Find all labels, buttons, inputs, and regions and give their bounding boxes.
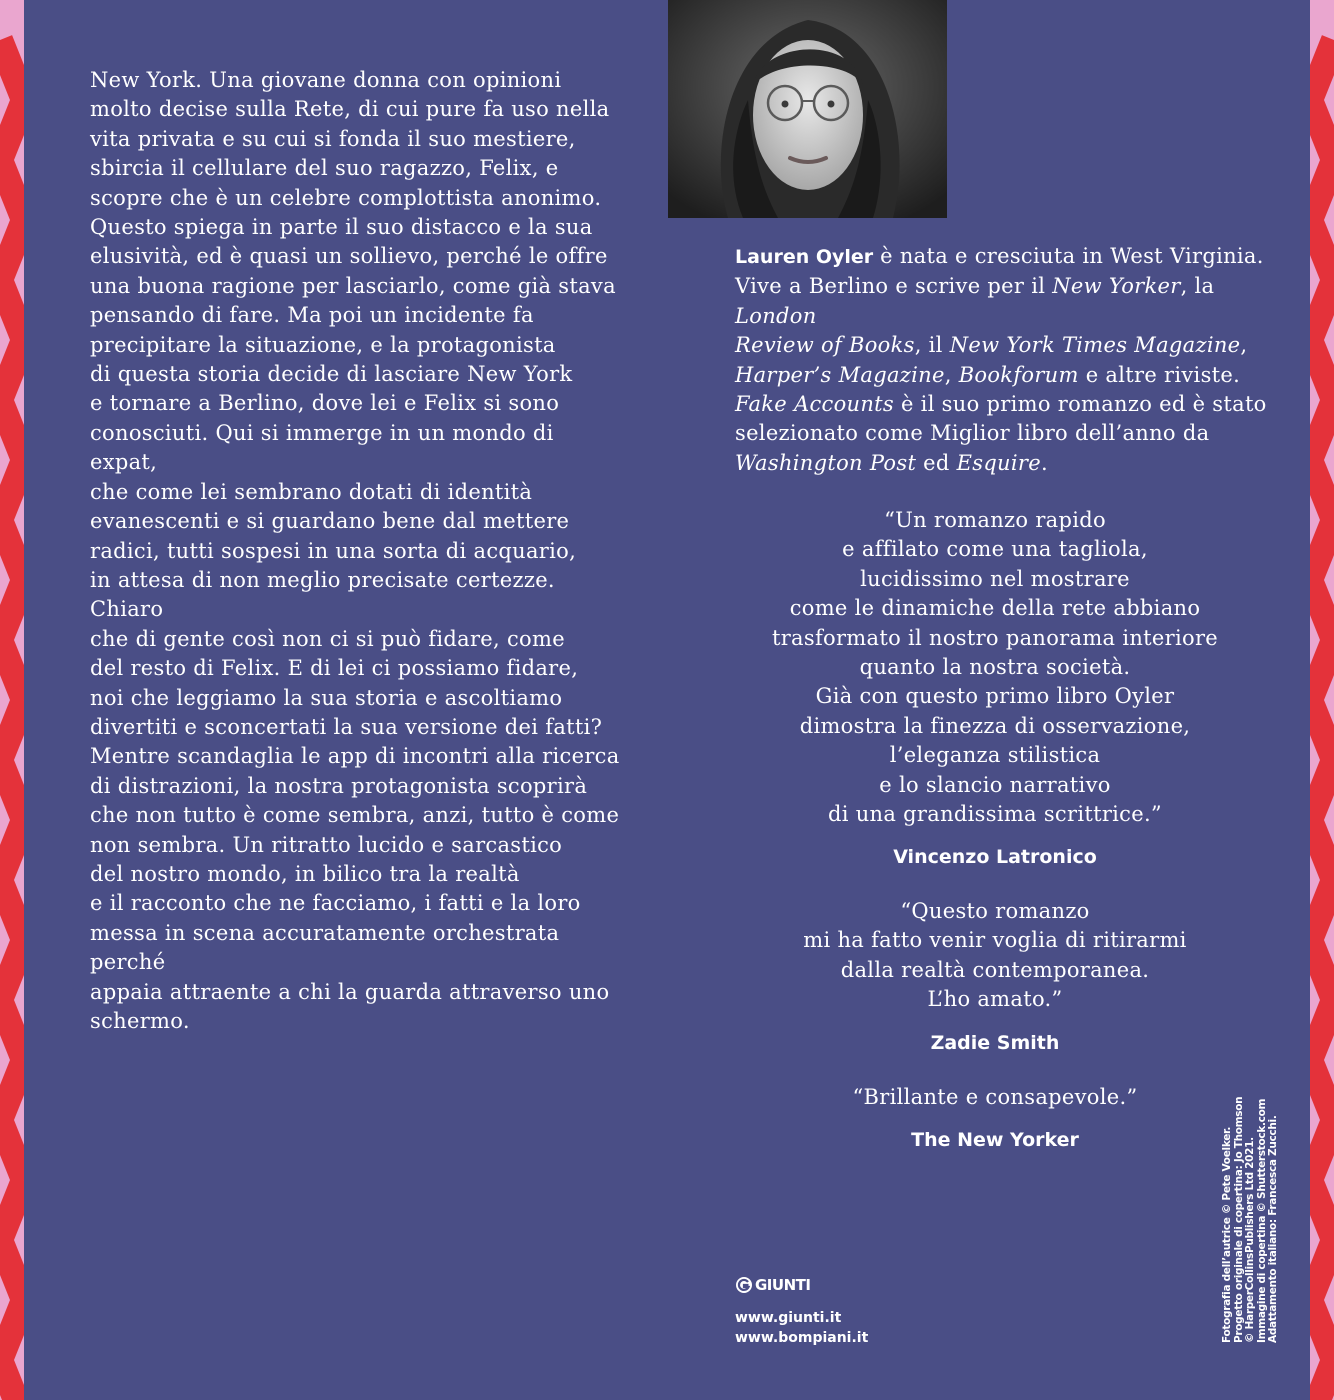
credit-line: Adattamento italiano: Francesca Zucchi. [1267, 1115, 1279, 1343]
bio-text: . [1040, 450, 1048, 475]
synopsis-line: non sembra. Un ritratto lucido e sarcastico [90, 832, 563, 857]
publication-title: Review of Books [735, 333, 915, 358]
review-quote [740, 897, 1250, 1058]
credit-line: Fotografia dell’autrice © Pete Voelker. [1221, 1126, 1233, 1343]
synopsis-line: divertiti e sconcertati la sua versione dei fatti? [90, 714, 603, 739]
synopsis-line: di questa storia decide di lasciare New York [90, 362, 573, 387]
synopsis-line: che non tutto è come sembra, anzi, tutto è come [90, 803, 620, 828]
bio-line [735, 272, 1275, 331]
right-decorative-border [1310, 0, 1334, 1400]
bio-text: è nata e cresciuta in West Virginia. [873, 244, 1264, 268]
publisher-logo [735, 1276, 868, 1294]
synopsis-line: elusività, ed è quasi un sollievo, perché le offre [90, 244, 608, 269]
quote-line: trasformato il nostro panorama interiore [771, 625, 1219, 650]
quote-line: di una grandissima scrittrice.” [828, 802, 1162, 827]
publication-title: Esquire [956, 450, 1041, 475]
quote-line: “Brillante e consapevole.” [852, 1085, 1138, 1109]
quote-line: “Un romanzo rapido [884, 508, 1106, 532]
review-quote [740, 1083, 1250, 1156]
bio-line [735, 331, 1275, 360]
quote-line: dimostra la finezza di osservazione, [799, 713, 1191, 738]
left-decorative-border [0, 0, 24, 1400]
author-name: Lauren Oyler [735, 246, 874, 268]
quote-line: e lo slancio narrativo [879, 772, 1111, 797]
synopsis-line: che come lei sembrano dotati di identità [90, 479, 533, 504]
publication-title: Washington Post [735, 450, 917, 475]
quote-line: e affilato come una tagliola, [842, 537, 1148, 562]
bio-text: selezionato come Miglior libro dell’anno da [735, 421, 1210, 446]
synopsis-line: precipitare la situazione, e la protagonista [90, 332, 556, 357]
quote-line: come le dinamiche della rete abbiano [789, 596, 1201, 621]
quote-line: lucidissimo nel mostrare [860, 566, 1130, 591]
synopsis-line: in attesa di non meglio precisate certezze. Chiaro [90, 567, 555, 622]
zigzag-pattern-left [0, 0, 24, 1400]
bio-line [735, 390, 1275, 419]
synopsis-line: appaia attraente a chi la guarda attraverso uno [90, 979, 610, 1004]
synopsis-line: conosciuti. Qui si immerge in un mondo di expat, [90, 420, 554, 475]
publication-title: New York Times Magazine [949, 333, 1241, 358]
publication-title: New Yorker [1052, 274, 1181, 299]
synopsis-line: e tornare a Berlino, dove lei e Felix si sono [90, 391, 560, 416]
quote-line: L’ho amato.” [927, 987, 1063, 1012]
bio-text: , [944, 362, 959, 387]
quote-author: Vincenzo Latronico [893, 846, 1097, 869]
synopsis-line: New York. Una giovane donna con opinioni [90, 68, 562, 92]
publication-title: Harper’s Magazine [735, 362, 945, 387]
synopsis-line: e il racconto che ne facciamo, i fatti e la loro [90, 891, 581, 916]
publisher-logo-text: GIUNTI [755, 1276, 811, 1294]
bio-text: è il suo primo romanzo ed è stato [894, 392, 1267, 417]
quote-line: dalla realtà contemporanea. [840, 957, 1150, 982]
quote-line: mi ha fatto venir voglia di ritirarmi [803, 928, 1187, 953]
zigzag-pattern-right [1310, 0, 1334, 1400]
quote-line: Già con questo primo libro Oyler [815, 684, 1175, 709]
credit-line: Immagine di copertina © Shutterstock.com [1255, 1098, 1268, 1343]
synopsis-line: molto decise sulla Rete, di cui pure fa uso nella [90, 97, 610, 122]
synopsis-line: del nostro mondo, in bilico tra la realtà [90, 861, 520, 886]
synopsis-line: sbircia il cellulare del suo ragazzo, Felix, e [90, 156, 559, 181]
quote-line: l’eleganza stilistica [889, 743, 1101, 768]
review-quote [740, 506, 1250, 873]
synopsis-line: noi che leggiamo la sua storia e ascoltiamo [90, 685, 563, 710]
bio-line [735, 419, 1275, 448]
synopsis-line: vita privata e su cui si fonda il suo mestiere, [90, 126, 576, 151]
bio-text: , [1240, 333, 1248, 358]
bio-text: , la [1180, 274, 1215, 299]
bio-text: Vive a Berlino e scrive per il [735, 274, 1053, 299]
bio-line [735, 449, 1275, 478]
synopsis-line: messa in scena accuratamente orchestrata perché [90, 920, 560, 975]
synopsis-line: Questo spiega in parte il suo distacco e la sua [90, 215, 593, 240]
synopsis-line: del resto di Felix. E di lei ci possiamo fidare, [90, 656, 579, 681]
synopsis-line: una buona ragione per lasciarlo, come già stava [90, 273, 616, 298]
bio-text: , il [914, 333, 950, 358]
quote-author: Zadie Smith [930, 1031, 1060, 1054]
author-photo [668, 0, 947, 218]
synopsis-line: Mentre scandaglia le app di incontri alla ricerca [90, 744, 620, 769]
credit-line: Progetto originale di copertina: Jo Thomson [1232, 1096, 1245, 1343]
publication-title: London [735, 303, 817, 328]
bio-text: ed [916, 450, 957, 475]
publisher-url-link[interactable]: www.giunti.it [735, 1310, 842, 1326]
quote-author: The New Yorker [911, 1129, 1079, 1152]
bio-text: e altre riviste. [1078, 362, 1241, 387]
synopsis-line: evanescenti e si guardano bene dal mettere [90, 509, 570, 534]
synopsis-line: schermo. [90, 1009, 190, 1033]
book-title: Fake Accounts [735, 392, 894, 417]
publication-title: Bookforum [958, 362, 1079, 387]
bio-line [735, 242, 1275, 272]
image-credits [1221, 1096, 1280, 1343]
quote-line: quanto la nostra società. [859, 655, 1131, 680]
publisher-url-link[interactable]: www.bompiani.it [735, 1330, 869, 1346]
book-synopsis [90, 66, 620, 1036]
credit-line: © HarperCollinsPublishers Ltd 2021. [1244, 1137, 1256, 1343]
author-portrait-icon [668, 0, 947, 218]
publisher-block [735, 1276, 868, 1348]
author-bio [735, 242, 1275, 478]
giunti-g-icon [735, 1276, 753, 1294]
quote-line: “Questo romanzo [900, 899, 1090, 923]
publisher-urls [735, 1308, 868, 1348]
synopsis-line: pensando di fare. Ma poi un incidente fa [90, 303, 534, 328]
synopsis-line: radici, tutti sospesi in una sorta di acquario, [90, 538, 577, 563]
synopsis-line: che di gente così non ci si può fidare, come [90, 626, 565, 651]
synopsis-line: scopre che è un celebre complottista anonimo. [90, 185, 602, 210]
synopsis-line: di distrazioni, la nostra protagonista scoprirà [90, 773, 588, 798]
bio-line [735, 361, 1275, 390]
